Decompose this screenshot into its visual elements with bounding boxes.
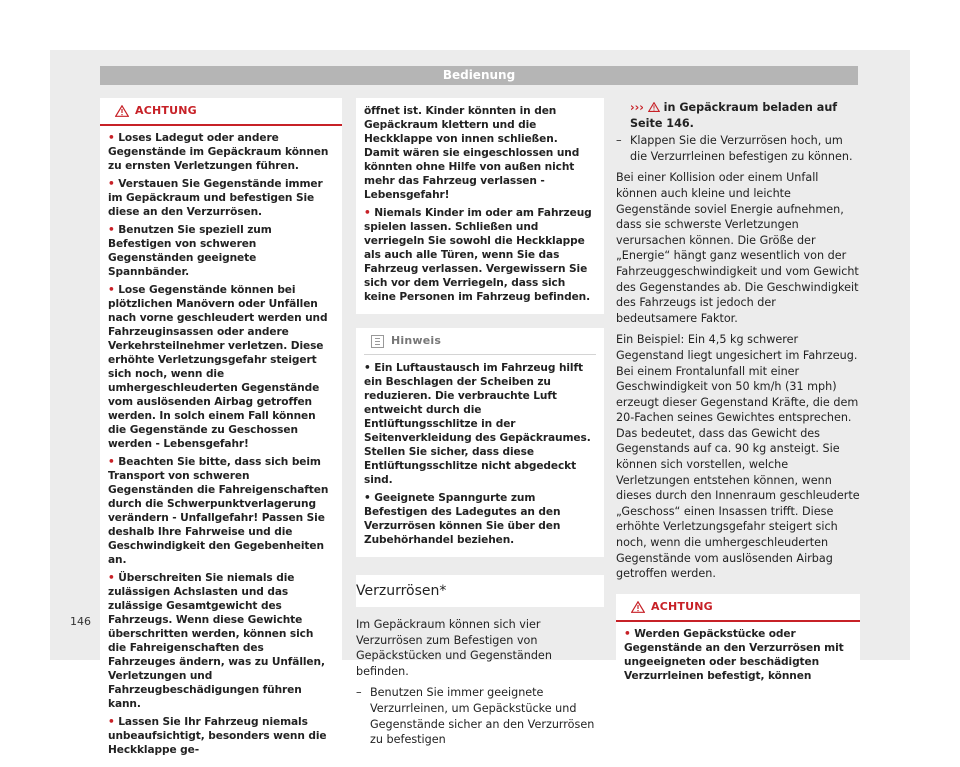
warning-item: • Verstauen Sie Gegenstände immer im Gepäckraum und befestigen Sie diese an den Verzurrösen. (108, 178, 323, 218)
warning-box (616, 594, 860, 693)
warning-label: ACHTUNG (135, 104, 197, 117)
warning-item: • Werden Gepäckstücke oder Gegenstände an den Verzurrösen mit ungeeigneten oder beschädigten Verzurrleinen befestigt, können (624, 627, 844, 682)
warning-continuation-text: öffnet ist. Kinder könnten in den Gepäckraum klettern und die Heckklappe von innen schließen. Damit wären sie eingeschlossen und könnten ohne Hilfe von außen nicht mehr das Fahrzeug verlassen - Lebensgefahr! (364, 105, 580, 201)
continued-text (616, 98, 860, 582)
step-item: – Benutzen Sie immer geeignete Verzurrleinen, um Gepäckstücke und Gegenstände sicher an den Verzurrösen zu befestigen (356, 686, 595, 747)
warning-box (100, 98, 342, 767)
intro-paragraph: Im Gepäckraum können sich vier Verzurrösen zum Befestigen von Gepäckstücken und Gegenständen befinden. (356, 618, 552, 678)
note-divider (364, 354, 596, 355)
paragraph: Bei einer Kollision oder einem Unfall können auch kleine und leichte Gegenstände soviel Energie aufnehmen, dass sie schwerste Verletzungen verursachen können. Die Größe der „Energie“ hängt ganz wesentlich von der Fahrzeuggeschwindigkeit und vom Gewicht des Gegenstandes ab. Die Geschwindigkeit des Fahrzeugs ist jedoch der bedeutsamere Faktor. (616, 171, 859, 325)
note-box (356, 328, 604, 557)
warning-item: • Benutzen Sie speziell zum Befestigen von schweren Gegenständen geeignete Spannbänder. (108, 224, 272, 278)
column-3 (616, 98, 860, 693)
warning-header (616, 594, 860, 620)
section-title: Verzurrösen* (356, 575, 604, 607)
warning-item: • Beachten Sie bitte, dass sich beim Transport von schweren Gegenständen die Fahreigenschaften durch die Schwerpunktverlagerung verändern - Unfallgefahr! Passen Sie deshalb Ihre Fahrweise und die Geschwindigkeit den Gegebenheiten an. (108, 456, 329, 566)
warning-item: • Lassen Sie Ihr Fahrzeug niemals unbeaufsichtigt, besonders wenn die Heckklappe ge- (108, 716, 327, 756)
warning-item: • Niemals Kinder im oder am Fahrzeug spielen lassen. Schließen und verriegeln Sie sowohl die Heckklappe als auch alle Türen, wenn Sie das Fahrzeug verlassen. Vergewissern Sie sich vor dem Verriegeln, dass sich keine Personen im Fahrzeug befinden. (364, 207, 592, 303)
note-icon (371, 335, 384, 348)
page-reference[interactable]: ››› in Gepäckraum beladen auf Seite 146. (630, 101, 838, 130)
section-header: Bedienung (100, 66, 858, 85)
page-number: 146 (70, 615, 91, 628)
reference-arrow-icon: ››› (630, 101, 644, 114)
note-item: • Ein Luftaustausch im Fahrzeug hilft ein Beschlagen der Scheiben zu reduzieren. Die verbrauchte Luft entweicht durch die Entlüftungsschlitze in der Seitenverkleidung des Gepäckraumes. Stellen Sie sicher, dass diese Entlüftungsschlitze nicht abgedeckt sind. (364, 362, 591, 486)
warning-box-continued (356, 98, 604, 314)
note-item: • Geeignete Spanngurte zum Befestigen des Ladegutes an den Verzurrösen können Sie über den Zubehörhandel beziehen. (364, 492, 561, 546)
note-label: Hinweis (391, 334, 442, 347)
warning-item: • Loses Ladegut oder andere Gegenstände im Gepäckraum können zu ernsten Verletzungen führen. (108, 132, 329, 172)
warning-triangle-icon (115, 105, 129, 117)
note-header (356, 328, 604, 354)
paragraph: Ein Beispiel: Ein 4,5 kg schwerer Gegenstand liegt ungesichert im Fahrzeug. Bei einem Frontalunfall mit einer Geschwindigkeit von 50 km/h (31 mph) erzeugt dieser Gegenstand Kräfte, die dem 20-Fachen seines Gewichtes entsprechen. Das bedeutet, dass das Gewicht des Gegenstands auf ca. 90 kg ansteigt. Sie können sich vorstellen, welche Verletzungen entstehen können, wenn dieses durch den Innenraum geschleuderte „Geschoss“ einen Insassen trifft. Diese erhöhte Verletzungsgefahr steigert sich noch, wenn die umhergeschleuderten Gegenstände vom auslösenden Airbag getroffen werden. (616, 333, 860, 581)
warning-header (100, 98, 342, 124)
warning-item: • Lose Gegenstände können bei plötzlichen Manövern oder Unfällen nach vorne geschleudert werden und Fahrzeuginsassen oder andere Verkehrsteilnehmer verletzen. Diese erhöhte Verletzungsgefahr steigert sich noch, wenn die umhergeschleuderten Gegenstände vom auslösenden Airbag getroffen werden. In solch einem Fall können die Gegenstände zu Geschossen werden - Lebensgefahr! (108, 284, 328, 450)
step-item: – Klappen Sie die Verzurrösen hoch, um die Verzurrleinen befestigen zu können. (616, 134, 853, 163)
warning-label: ACHTUNG (651, 599, 713, 613)
column-2 (356, 98, 604, 748)
warning-item: • Überschreiten Sie niemals die zulässigen Achslasten und das zulässige Gesamtgewicht des Fahrzeugs. Wenn diese Gewichte überschritten werden, können sich die Fahreigenschaften des Fahrzeuges ändern, was zu Unfällen, Verletzungen und Fahrzeugbeschädigungen führen kann. (108, 572, 325, 710)
column-1 (100, 98, 342, 767)
warning-triangle-icon (631, 601, 645, 613)
section-body (356, 617, 604, 748)
warning-triangle-icon (648, 102, 660, 112)
